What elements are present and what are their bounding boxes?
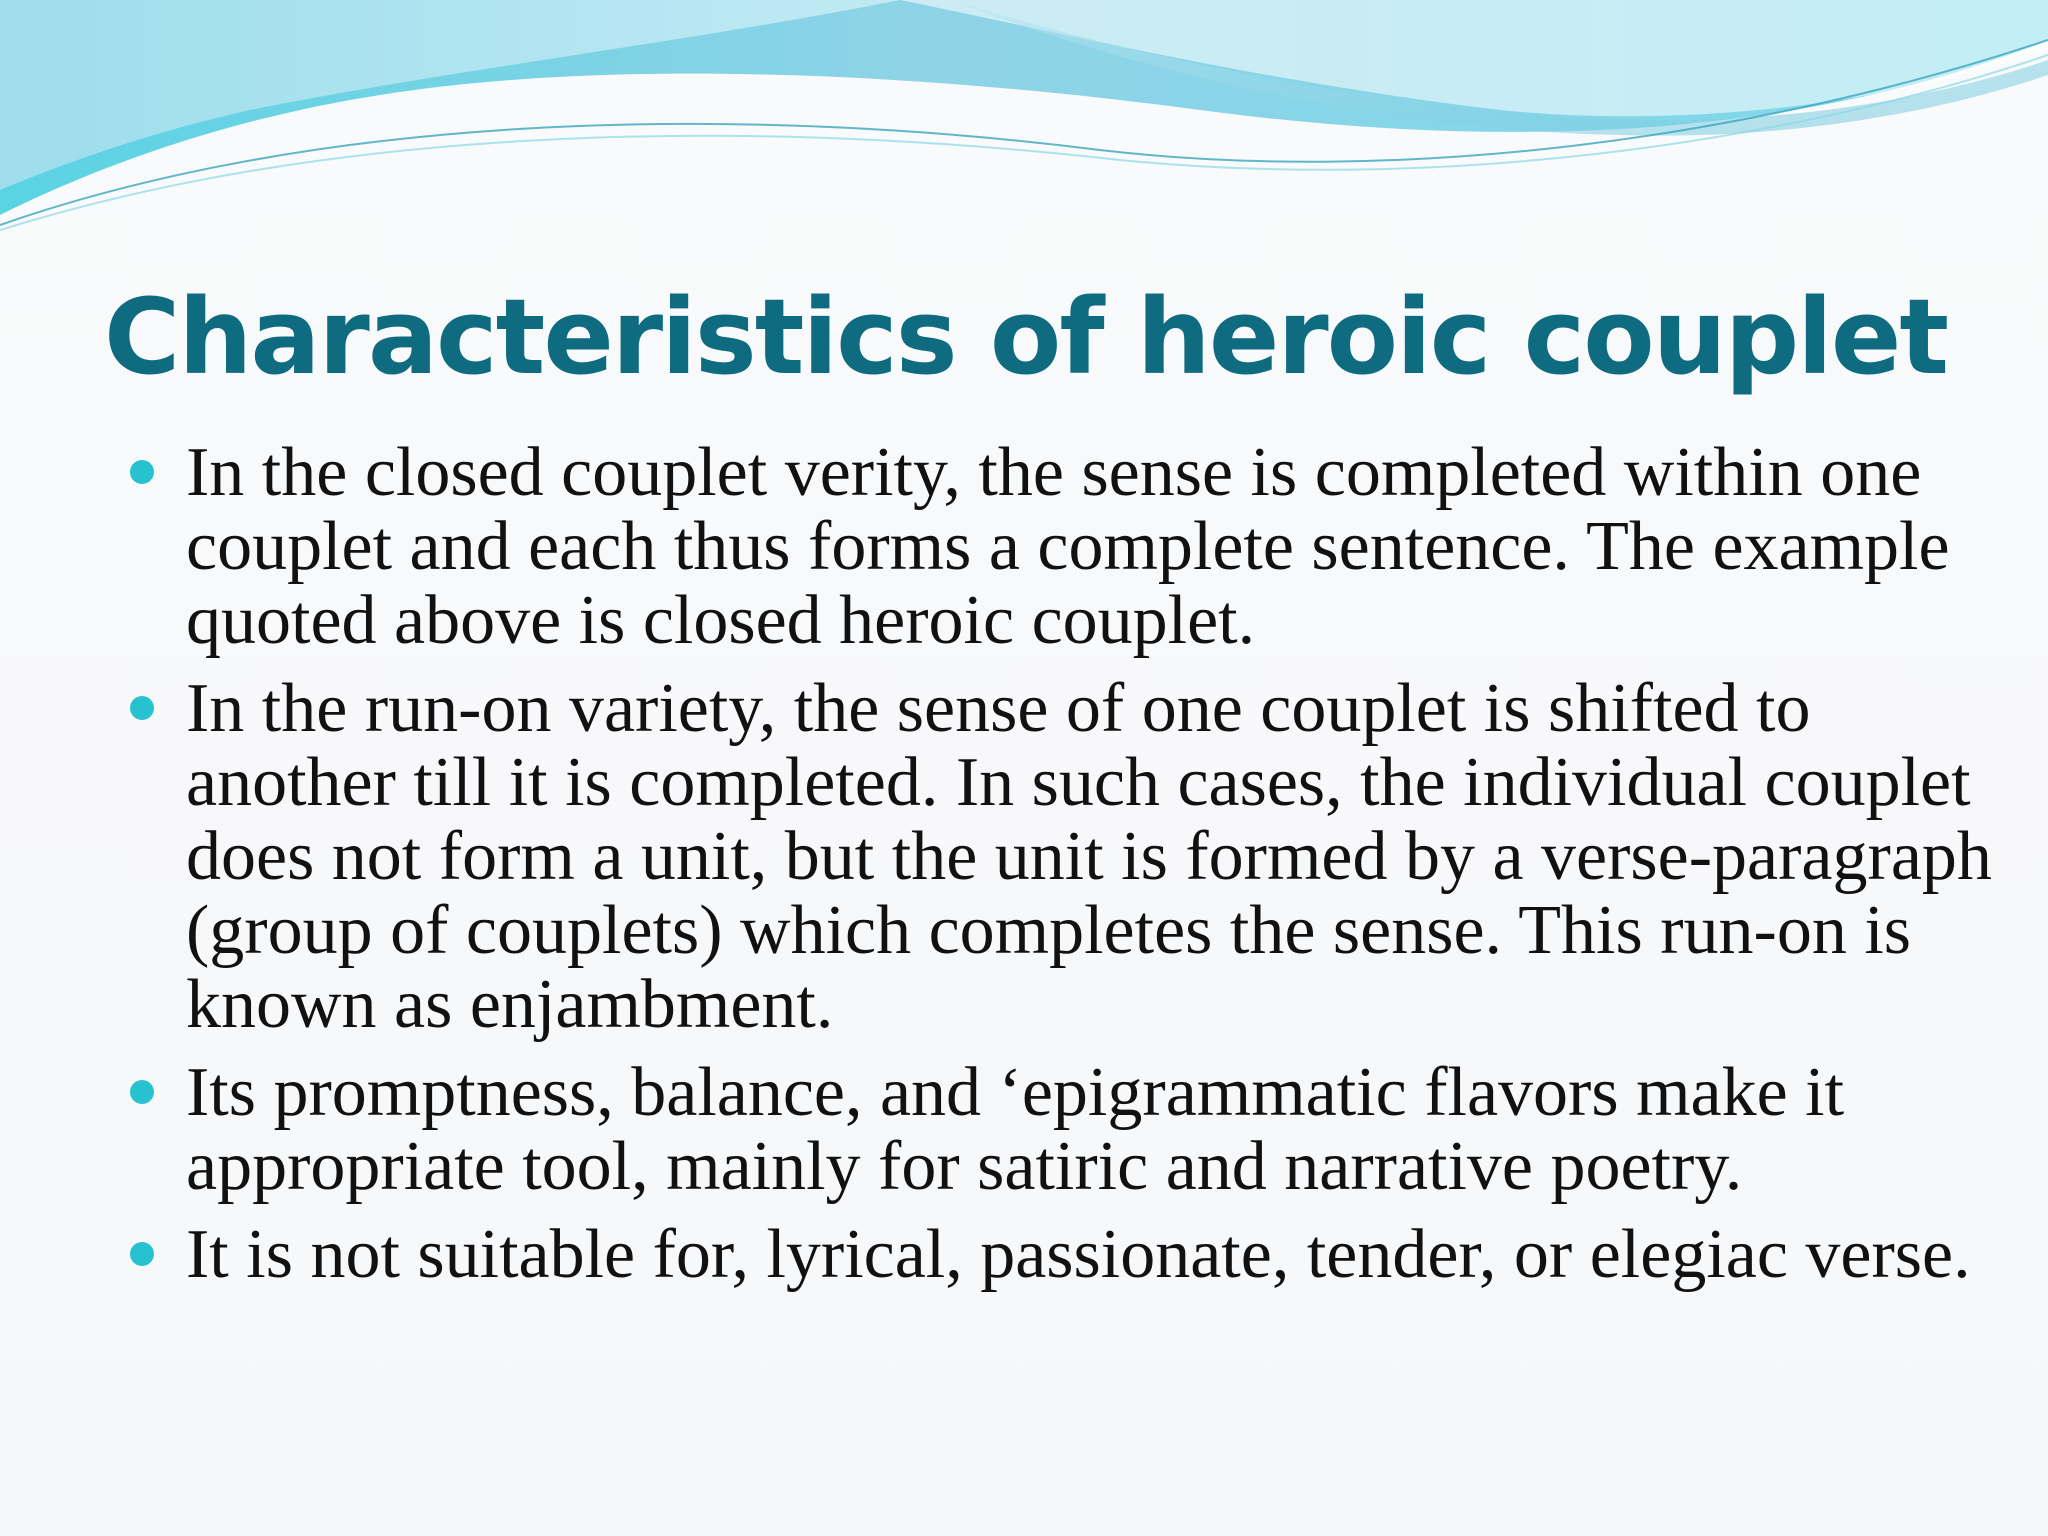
- slide-title: Characteristics of heroic couplet: [104, 276, 1948, 398]
- bullet-item: [124, 436, 2004, 658]
- bullet-dot-icon: [130, 1080, 154, 1104]
- bullet-text: In the run-on variety, the sense of one couplet is shifted to another till it is completed. In such cases, the individual couplet does not form a unit, but the unit is formed by a verse-paragraph (group of couplets) which completes the sense. This run-on is known as enjambment.: [186, 670, 1992, 1043]
- bullet-text: It is not suitable for, lyrical, passionate, tender, or elegiac verse.: [186, 1216, 1971, 1293]
- bullet-item: [124, 672, 2004, 1042]
- bullet-item: [124, 1056, 2004, 1204]
- bullet-dot-icon: [130, 696, 154, 720]
- bullet-dot-icon: [130, 460, 154, 484]
- bullet-list: [124, 436, 2004, 1306]
- bullet-text: Its promptness, balance, and ‘epigrammatic flavors make it appropriate tool, mainly for satiric and narrative poetry.: [186, 1054, 1845, 1205]
- bullet-item: [124, 1218, 2004, 1292]
- header-wave-decoration: [0, 0, 2048, 240]
- bullet-text: In the closed couplet verity, the sense is completed within one couplet and each thus forms a complete sentence. The example quoted above is closed heroic couplet.: [186, 434, 1950, 659]
- bullet-dot-icon: [130, 1242, 154, 1266]
